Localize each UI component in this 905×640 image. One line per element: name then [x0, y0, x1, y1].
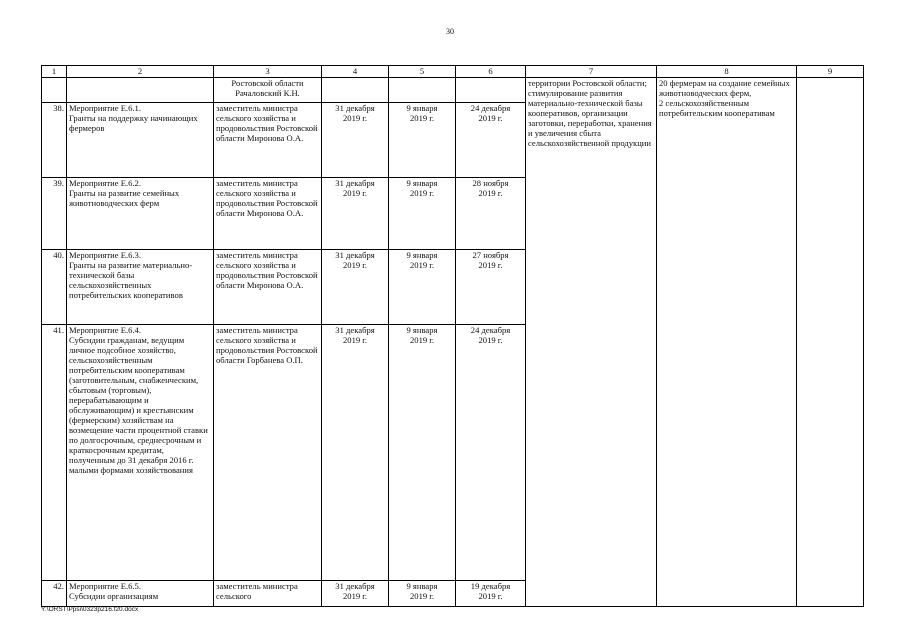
header-col-4: 4: [322, 66, 389, 78]
cont-name: [67, 78, 214, 103]
header-col-5: 5: [389, 66, 456, 78]
page-number: 30: [446, 27, 454, 36]
row-number: 40.: [42, 250, 67, 325]
header-col-2: 2: [67, 66, 214, 78]
indicator-cell: 20 фермерам на создание семейных животноводческих ферм, 2 сельскохозяйственным потребительским кооперативам: [657, 78, 797, 607]
footer-file-path: Y:\ORST\Ppsi\0323p216.f20.docx: [41, 606, 139, 613]
event-executor: заместитель министра сельского: [214, 581, 322, 607]
event-date-2: 9 января 2019 г.: [389, 581, 456, 607]
event-date-1: 31 декабря 2019 г.: [322, 178, 389, 250]
event-date-3: 24 декабря 2019 г.: [456, 325, 526, 581]
header-col-7: 7: [526, 66, 657, 78]
row-number: 38.: [42, 103, 67, 178]
cont-num: [42, 78, 67, 103]
event-executor: заместитель министра сельского хозяйства и продовольствия Ростовской области Миронова О.А.: [214, 103, 322, 178]
event-date-1: 31 декабря 2019 г.: [322, 325, 389, 581]
row-number: 42.: [42, 581, 67, 607]
cont-executor: Ростовской области Рачаловский К.Н.: [214, 78, 322, 103]
table-header-row: [42, 66, 864, 78]
event-executor: заместитель министра сельского хозяйства и продовольствия Ростовской области Горбанева О.П.: [214, 325, 322, 581]
expected-result-cell: территории Ростовской области; стимулирование развития материально-технической базы кооперативов, организации заготовки, переработки, хранения и увеличения сбыта сельскохозяйственной продукции: [526, 78, 657, 607]
header-col-3: 3: [214, 66, 322, 78]
row-number: 41.: [42, 325, 67, 581]
header-col-8: 8: [657, 66, 797, 78]
cont-date-3: [456, 78, 526, 103]
cont-date-2: [389, 78, 456, 103]
event-date-3: 27 ноября 2019 г.: [456, 250, 526, 325]
event-date-2: 9 января 2019 г.: [389, 103, 456, 178]
event-date-1: 31 декабря 2019 г.: [322, 103, 389, 178]
event-name: Мероприятие Е.6.2. Гранты на развитие семейных животноводческих ферм: [67, 178, 214, 250]
event-date-2: 9 января 2019 г.: [389, 325, 456, 581]
event-date-1: 31 декабря 2019 г.: [322, 250, 389, 325]
event-date-2: 9 января 2019 г.: [389, 250, 456, 325]
event-name: Мероприятие Е.6.3. Гранты на развитие материально-технической базы сельскохозяйственных потребительских кооперативов: [67, 250, 214, 325]
event-date-3: 24 декабря 2019 г.: [456, 103, 526, 178]
col9-cell: [797, 78, 864, 607]
event-executor: заместитель министра сельского хозяйства и продовольствия Ростовской области Миронова О.А.: [214, 250, 322, 325]
table-row-continuation: [42, 78, 864, 103]
event-date-2: 9 января 2019 г.: [389, 178, 456, 250]
event-date-1: 31 декабря 2019 г.: [322, 581, 389, 607]
event-name: Мероприятие Е.6.4. Субсидии гражданам, ведущим личное подсобное хозяйство, сельскохозяйственным потребительским кооперативам (заготовительным, снабженческим, сбытовым (торговым), перерабатывающим и обслуживающим) и крестьянским (фермерским) хозяйствам на возмещение части процентной ставки по долгосрочным, среднесрочным и краткосрочным кредитам, полученным до 31 декабря 2016 г. малыми формами хозяйствования: [67, 325, 214, 581]
event-name: Мероприятие Е.6.5. Субсидии организациям: [67, 581, 214, 607]
event-date-3: 19 декабря 2019 г.: [456, 581, 526, 607]
header-col-9: 9: [797, 66, 864, 78]
cont-date-1: [322, 78, 389, 103]
header-col-1: 1: [42, 66, 67, 78]
row-number: 39.: [42, 178, 67, 250]
header-col-6: 6: [456, 66, 526, 78]
events-table: [41, 65, 864, 607]
event-executor: заместитель министра сельского хозяйства и продовольствия Ростовской области Миронова О.А.: [214, 178, 322, 250]
event-date-3: 28 ноября 2019 г.: [456, 178, 526, 250]
event-name: Мероприятие Е.6.1. Гранты на поддержку начинающих фермеров: [67, 103, 214, 178]
